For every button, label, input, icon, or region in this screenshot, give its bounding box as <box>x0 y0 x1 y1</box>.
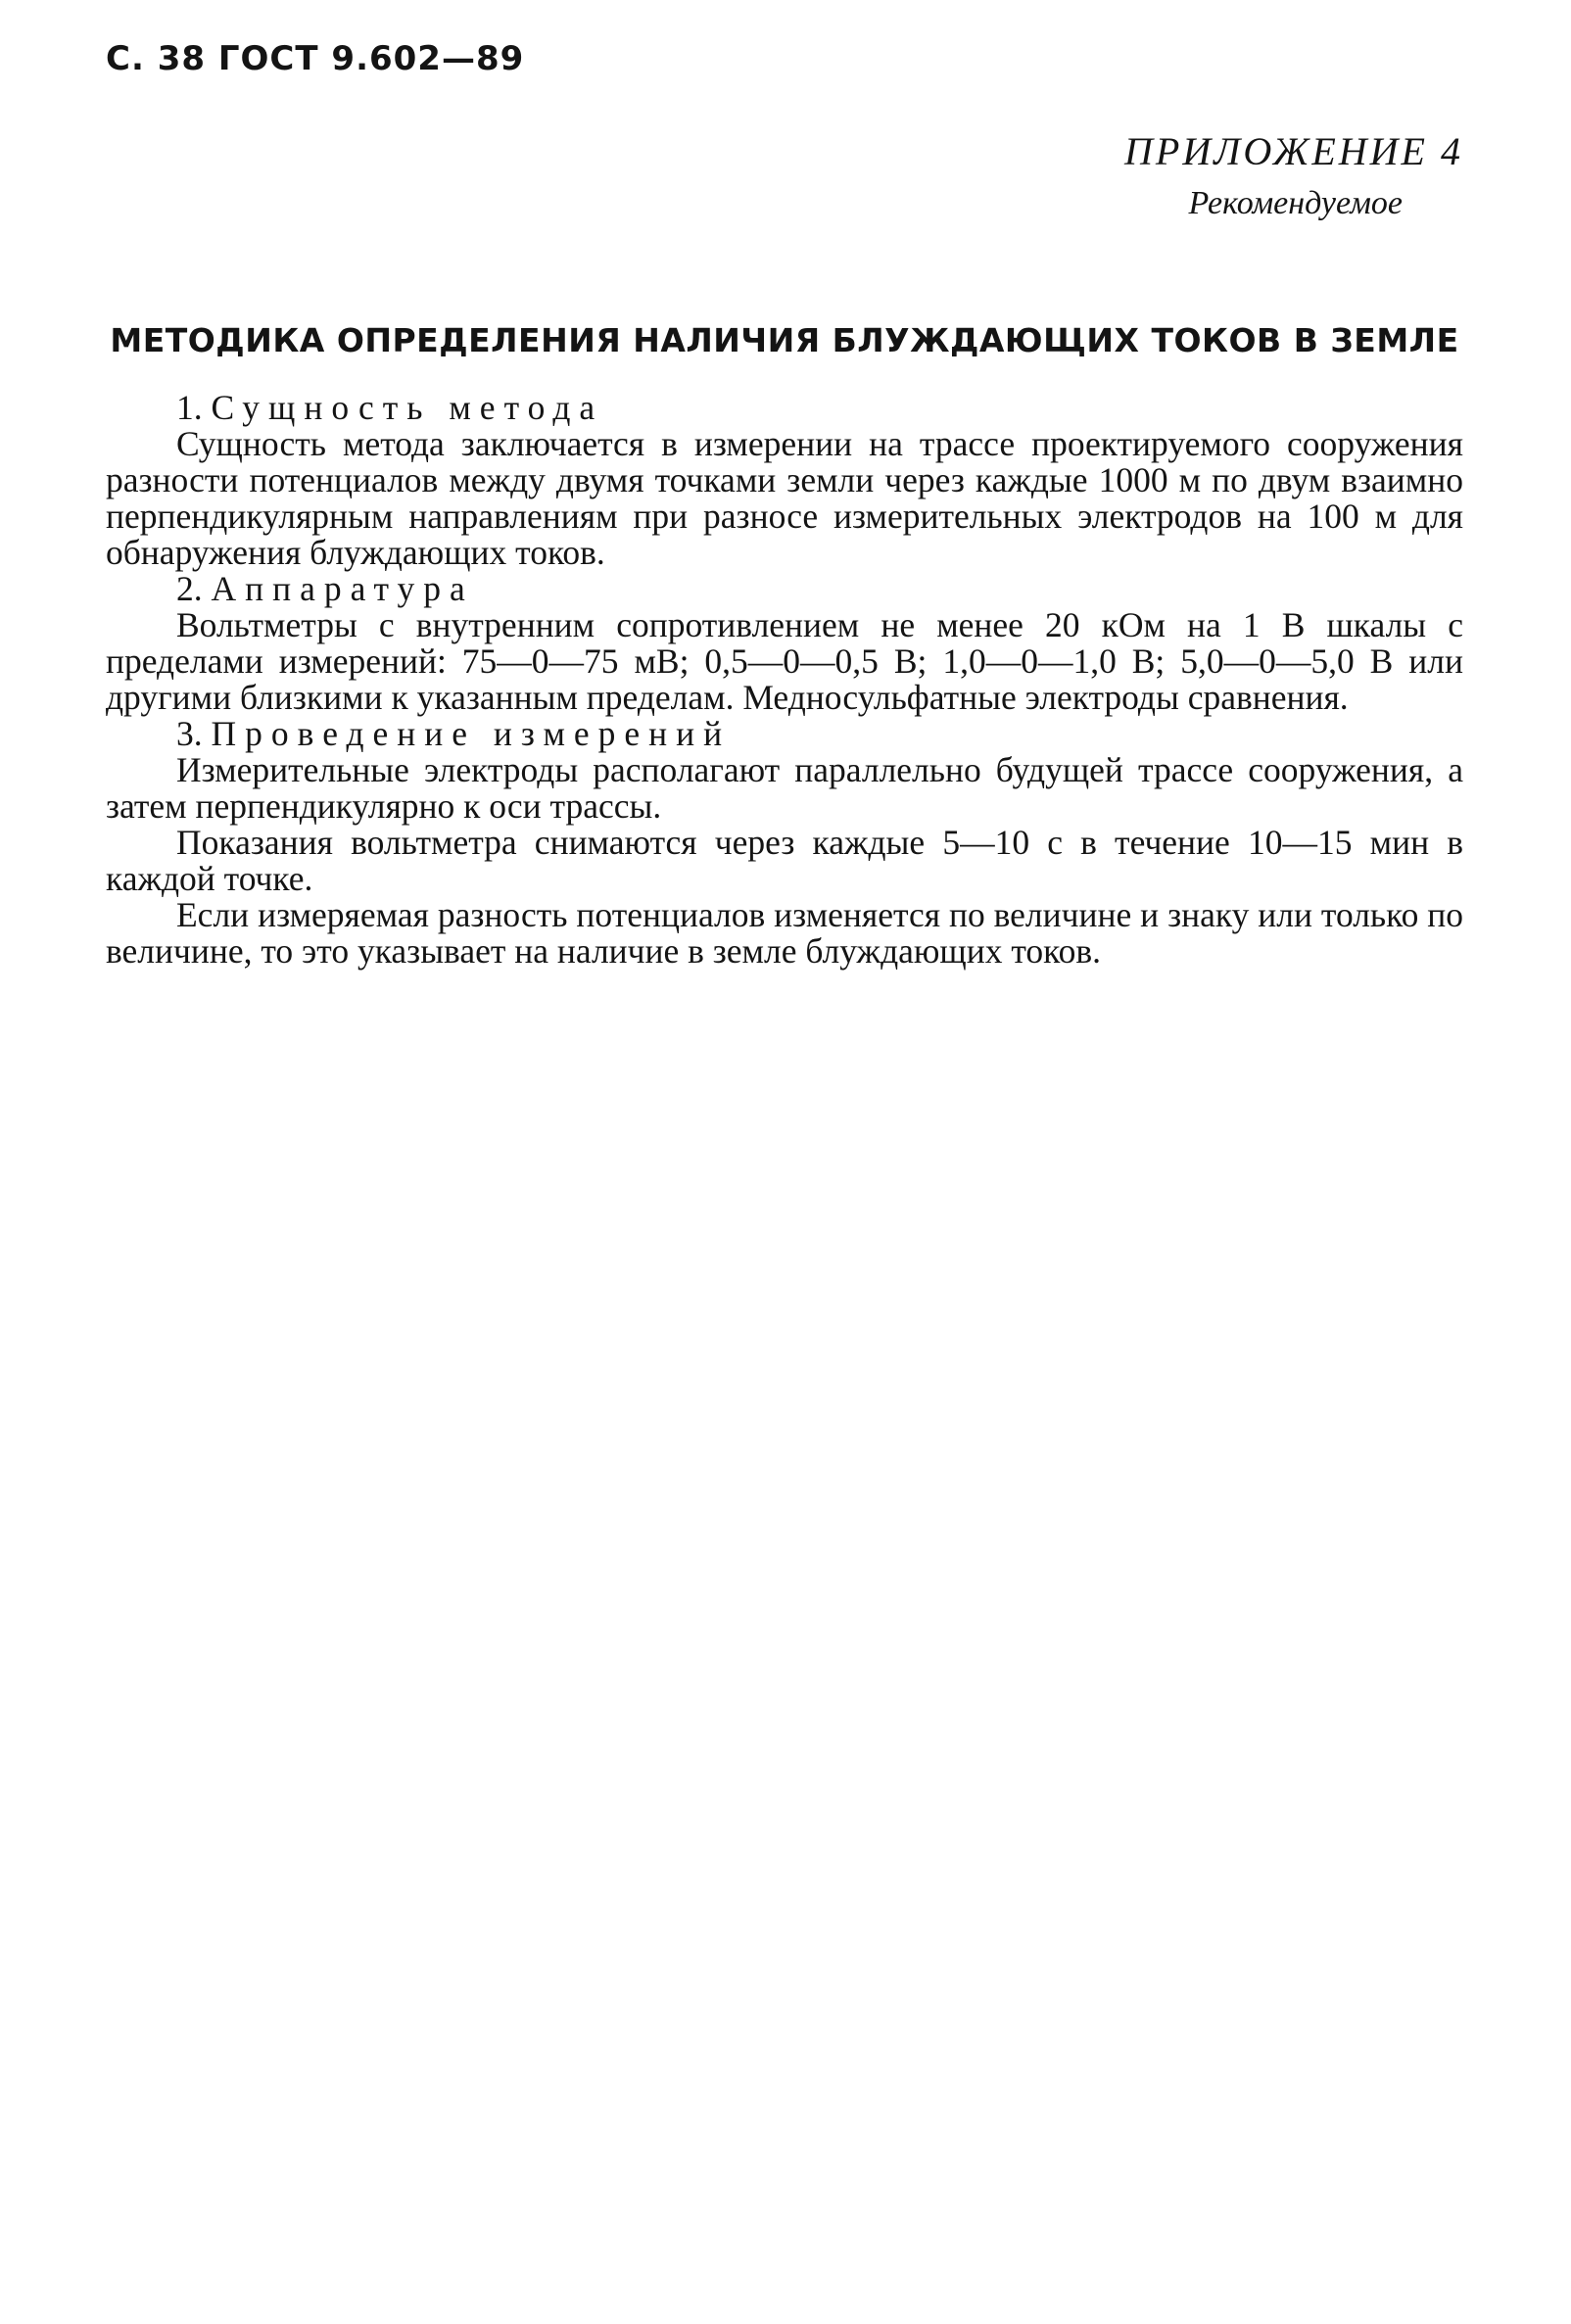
section-heading-2 <box>106 571 1463 607</box>
section-title: Проведение измерений <box>211 714 732 753</box>
appendix-label: ПРИЛОЖЕНИЕ 4 <box>1124 129 1463 173</box>
paragraph: Измерительные электроды располагают параллельно будущей трассе сооружения, а затем перпендикулярно к оси трассы. <box>106 750 1463 826</box>
appendix-status: Рекомендуемое <box>1188 185 1403 221</box>
appendix-block <box>876 125 1463 229</box>
document-body <box>106 390 1463 970</box>
section-number: 2. <box>176 569 203 608</box>
running-header: С. 38 ГОСТ 9.602—89 <box>106 39 525 78</box>
section-heading-1 <box>106 390 1463 426</box>
paragraph: Сущность метода заключается в измерении на трассе проектируемого сооружения разности потенциалов между двумя точками земли через каждые 1000 м по двум взаимно перпендикулярным направлениям при разносе измерительных электродов на 100 м для обнаружения блуждающих токов. <box>106 424 1463 572</box>
section-number: 3. <box>176 714 203 753</box>
section-heading-3 <box>106 716 1463 752</box>
document-title: МЕТОДИКА ОПРЕДЕЛЕНИЯ НАЛИЧИЯ БЛУЖДАЮЩИХ ТОКОВ В ЗЕМЛЕ <box>110 321 1459 359</box>
section-number: 1. <box>176 388 203 427</box>
paragraph: Если измеряемая разность потенциалов изменяется по величине и знаку или только по величине, то это указывает на наличие в земле блуждающих токов. <box>106 895 1463 971</box>
section-title: Аппаратура <box>211 569 474 608</box>
section-title: Сущность метода <box>211 388 604 427</box>
paragraph: Вольтметры с внутренним сопротивлением не менее 20 кОм на 1 В шкалы с пределами измерений: 75—0—75 мВ; 0,5—0—0,5 В; 1,0—0—1,0 В; 5,0—0—5,0 В или другими близкими к указанным пределам. Медносульфатные электроды сравнения. <box>106 605 1463 717</box>
paragraph: Показания вольтметра снимаются через каждые 5—10 с в течение 10—15 мин в каждой точке. <box>106 823 1463 898</box>
